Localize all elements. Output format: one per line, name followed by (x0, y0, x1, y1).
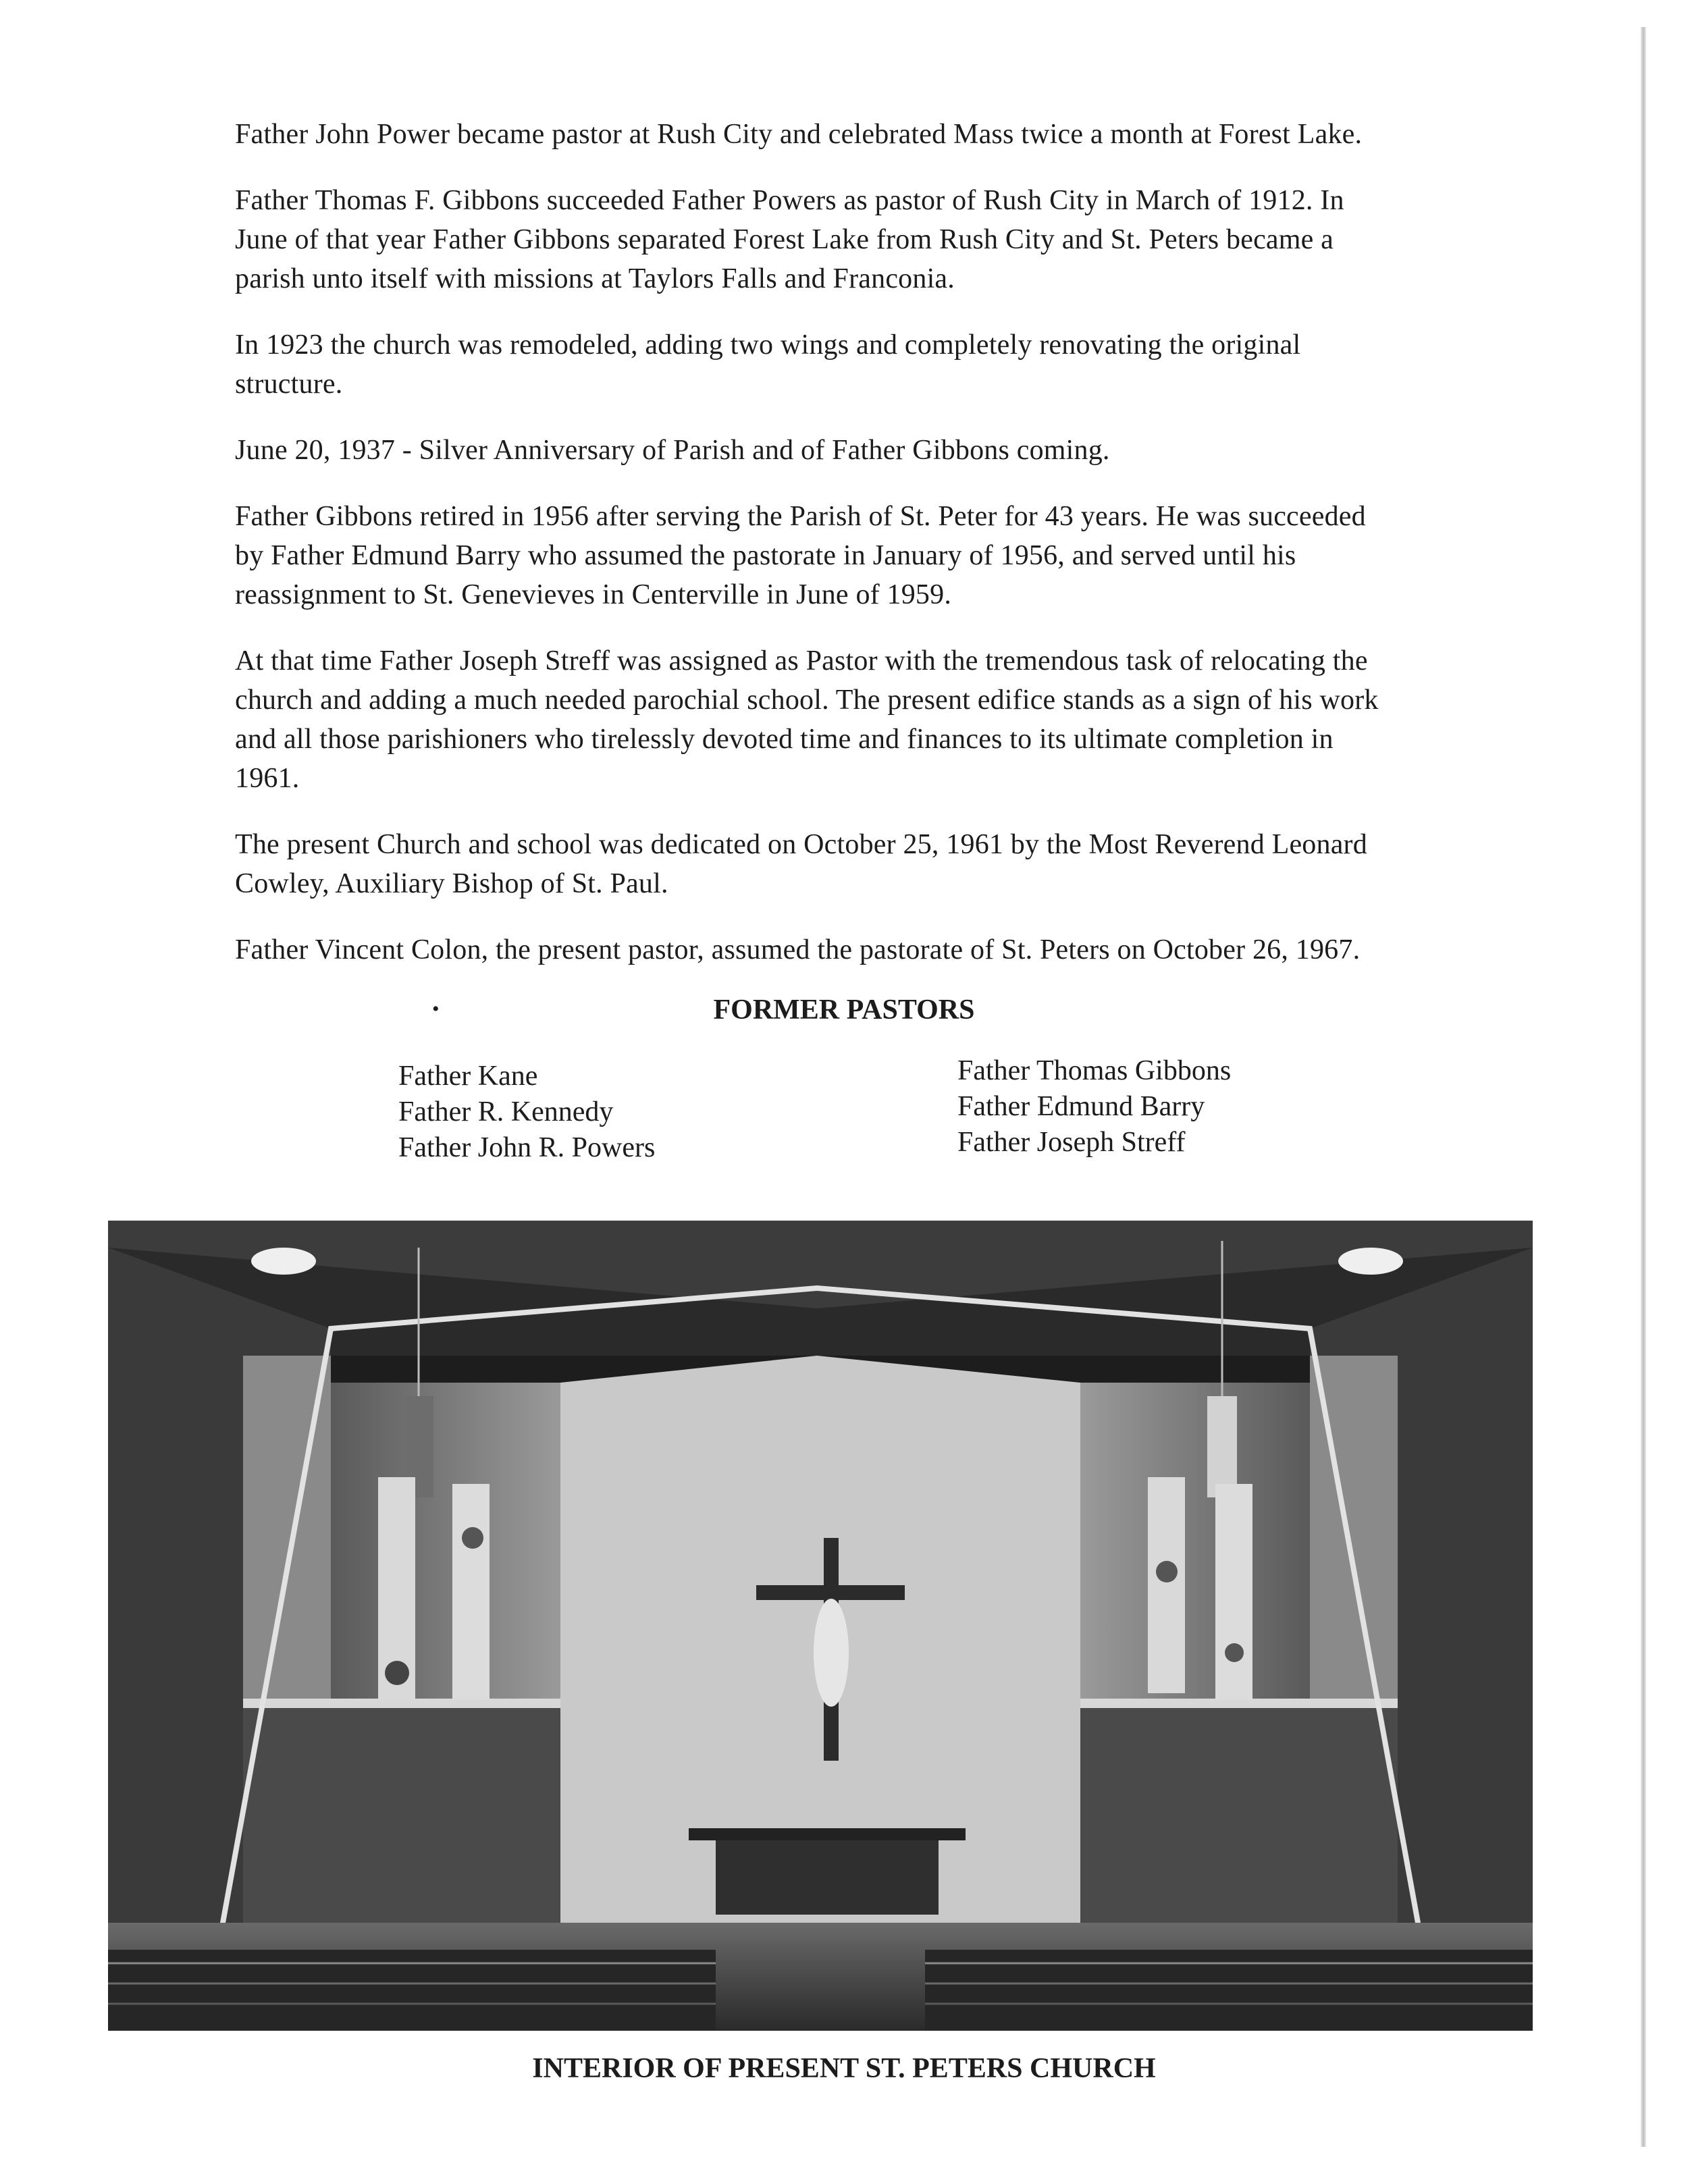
paragraph: The present Church and school was dedicated on October 25, 1961 by the Most Reverend Leonard Cowley, Auxiliary Bishop of St. Paul. (235, 829, 1367, 899)
left-wood-panel (243, 1707, 560, 1923)
right-wood-panel (1080, 1707, 1398, 1923)
pastor-name: Father John R. Powers (398, 1132, 656, 1163)
pastors-column-left (398, 1059, 655, 1166)
right-brick-wall (1080, 1383, 1310, 1700)
paragraph: Father John Power became pastor at Rush City and celebrated Mass twice a month at Forest Lake. (235, 119, 1363, 150)
left-pews (108, 1950, 716, 2031)
right-ceiling-light (1338, 1248, 1403, 1275)
body-text (235, 115, 1396, 996)
altar-top (689, 1828, 966, 1840)
left-ceiling-light (251, 1248, 316, 1275)
pastors-column-right (957, 1053, 1231, 1161)
paragraph: At that time Father Joseph Streff was assigned as Pastor with the tremendous task of relocating the church and adding a much needed parochial school. The present edifice stands as a sign of his work and all those parishioners who tirelessly devoted time and finances to its ultimate completion in 1961. (235, 645, 1379, 794)
paragraph: June 20, 1937 - Silver Anniversary of Parish and of Father Gibbons coming. (235, 435, 1110, 466)
altar-base (716, 1840, 939, 1915)
paragraph: Father Vincent Colon, the present pastor, assumed the pastorate of St. Peters on October 26, 1967. (235, 934, 1361, 965)
scan-edge (1641, 27, 1646, 2147)
corpus (814, 1599, 849, 1707)
cross-horizontal (756, 1585, 905, 1600)
right-banner-2 (1215, 1484, 1252, 1700)
former-pastors-heading: FORMER PASTORS (713, 994, 975, 1026)
left-ledge (243, 1699, 560, 1708)
left-brick-wall (331, 1383, 560, 1700)
pastor-name: Father R. Kennedy (398, 1096, 614, 1127)
pastor-name: Father Thomas Gibbons (957, 1055, 1232, 1086)
pastor-name: Father Edmund Barry (957, 1091, 1205, 1122)
bullet-mark: • (432, 998, 440, 1020)
pastor-name: Father Joseph Streff (957, 1127, 1186, 1158)
left-banner-2 (452, 1484, 490, 1700)
paragraph: Father Gibbons retired in 1956 after serving the Parish of St. Peter for 43 years. He was succeeded by Father Edmund Barry who assumed the pastorate in January of 1956, and served until his reassignment to St. Genevieves in Centerville in June of 1959. (235, 501, 1366, 610)
right-pendant-lamp (1207, 1396, 1237, 1497)
right-pews (925, 1950, 1533, 2031)
photo-caption: INTERIOR OF PRESENT ST. PETERS CHURCH (532, 2053, 1156, 2084)
church-interior-photo (108, 1221, 1533, 2031)
right-banner-1 (1148, 1477, 1185, 1693)
right-ledge (1080, 1699, 1398, 1708)
paragraph: In 1923 the church was remodeled, adding two wings and completely renovating the original structure. (235, 329, 1301, 400)
pastor-name: Father Kane (398, 1061, 538, 1092)
church-interior-illustration (108, 1221, 1533, 2031)
paragraph: Father Thomas F. Gibbons succeeded Father Powers as pastor of Rush City in March of 1912. In June of that year Father Gibbons separated Forest Lake from Rush City and St. Peters became a parish unto itself with missions at Taylors Falls and Franconia. (235, 185, 1344, 294)
